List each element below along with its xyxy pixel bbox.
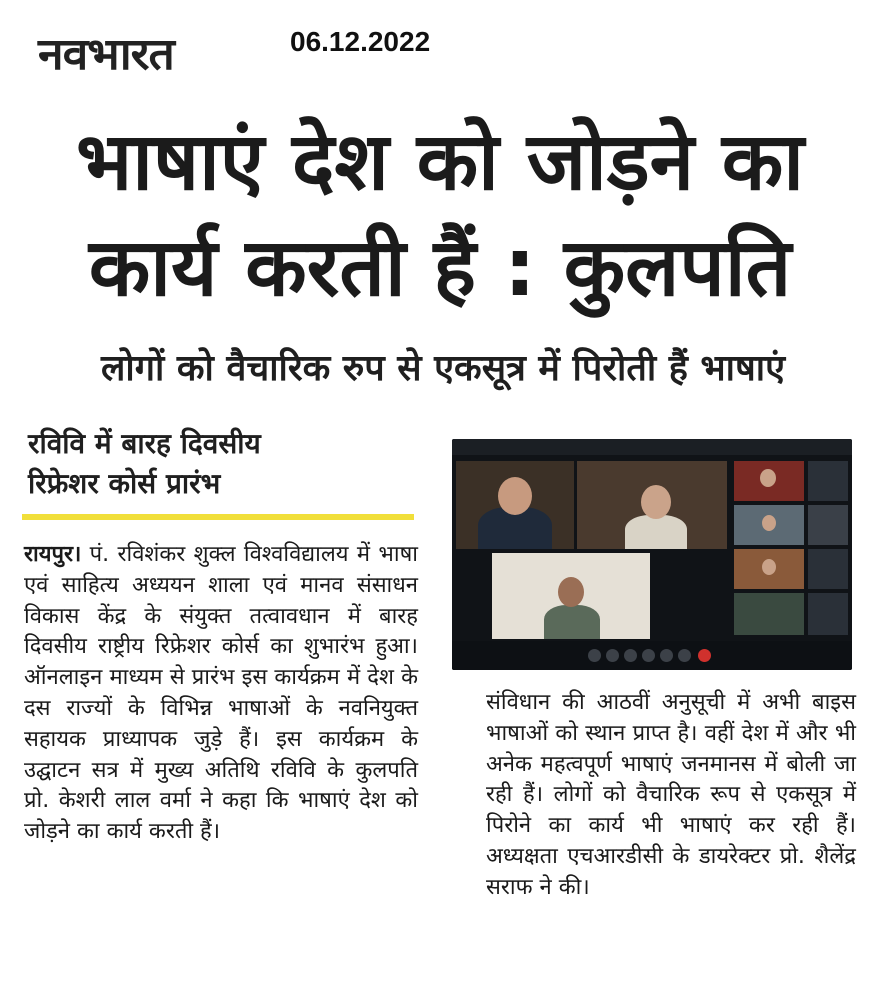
photo-top-bar [452,439,852,455]
participant-tile [808,593,848,635]
article-column-right [486,688,856,978]
article-body-right: संविधान की आठवीं अनुसूची में अभी बाइस भाषाओं को स्थान प्राप्त है। वहीं देश में और भी अनेक महत्वपूर्ण भाषाएं जनमानस में बोली जा रही हैं। लोगों को वैचारिक रूप से एकसूत्र में पिरोने का कार्य भी भाषाएं कर रही हैं। अध्यक्षता एचआरडीसी के डायरेक्टर प्रो. शैलेंद्र सराफ ने की। [486,690,856,900]
participant-tile [577,461,727,549]
subheadline: लोगों को वैचारिक रुप से एकसूत्र में पिरोती हैं भाषाएं [100,348,786,389]
dateline: रायपुर। [24,542,82,567]
participant-tile [492,553,650,639]
kicker [28,424,261,504]
call-control-bar [452,641,852,670]
headline-line-2: कार्य करती हैं : कुलपति [88,221,792,314]
camera-icon [606,649,619,662]
mic-icon [588,649,601,662]
participant-tile [808,505,848,545]
article-column-left [24,540,418,980]
article-body-left: पं. रविशंकर शुक्ल विश्वविद्यालय में भाषा एवं साहित्य अध्ययन शाला एवं मानव संसाधन विकास केंद्र के संयुक्त तत्वावधान में बारह दिवसीय राष्ट्रीय रिफ्रेशर कोर्स का शुभारंभ हुआ। ऑनलाइन माध्यम से प्रारंभ इस कार्यक्रम में देश के दस राज्यों के विभिन्न भाषाओं के नवनियुक्त सहायक प्राध्यापक जुड़े हैं। इस कार्यक्रम के उद्घाटन सत्र में मुख्य अतिथि रविवि के कुलपति प्रो. केशरी लाल वर्मा ने कहा कि भाषाएं देश को जोड़ने का कार्य करती हैं। [24,542,418,845]
participant-tile [456,461,574,549]
kicker-line-1: रविवि में बारह दिवसीय [28,427,261,460]
present-icon [642,649,655,662]
participant-tile [734,461,804,501]
participant-tile [808,549,848,589]
headline-line-1: भाषाएं देश को जोड़ने का [75,115,805,208]
issue-date: 06.12.2022 [290,26,431,57]
participant-tile [808,461,848,501]
participant-tile [734,593,804,635]
kicker-line-2: रिफ्रेशर कोर्स प्रारंभ [28,467,221,500]
yellow-rule [22,514,414,520]
participant-tile [734,505,804,545]
participant-tile [734,549,804,589]
end-call-icon [698,649,711,662]
video-conference-photo [452,439,852,670]
more-options-icon [678,649,691,662]
caption-icon [624,649,637,662]
raise-hand-icon [660,649,673,662]
masthead-logo: नवभारत [38,29,174,80]
